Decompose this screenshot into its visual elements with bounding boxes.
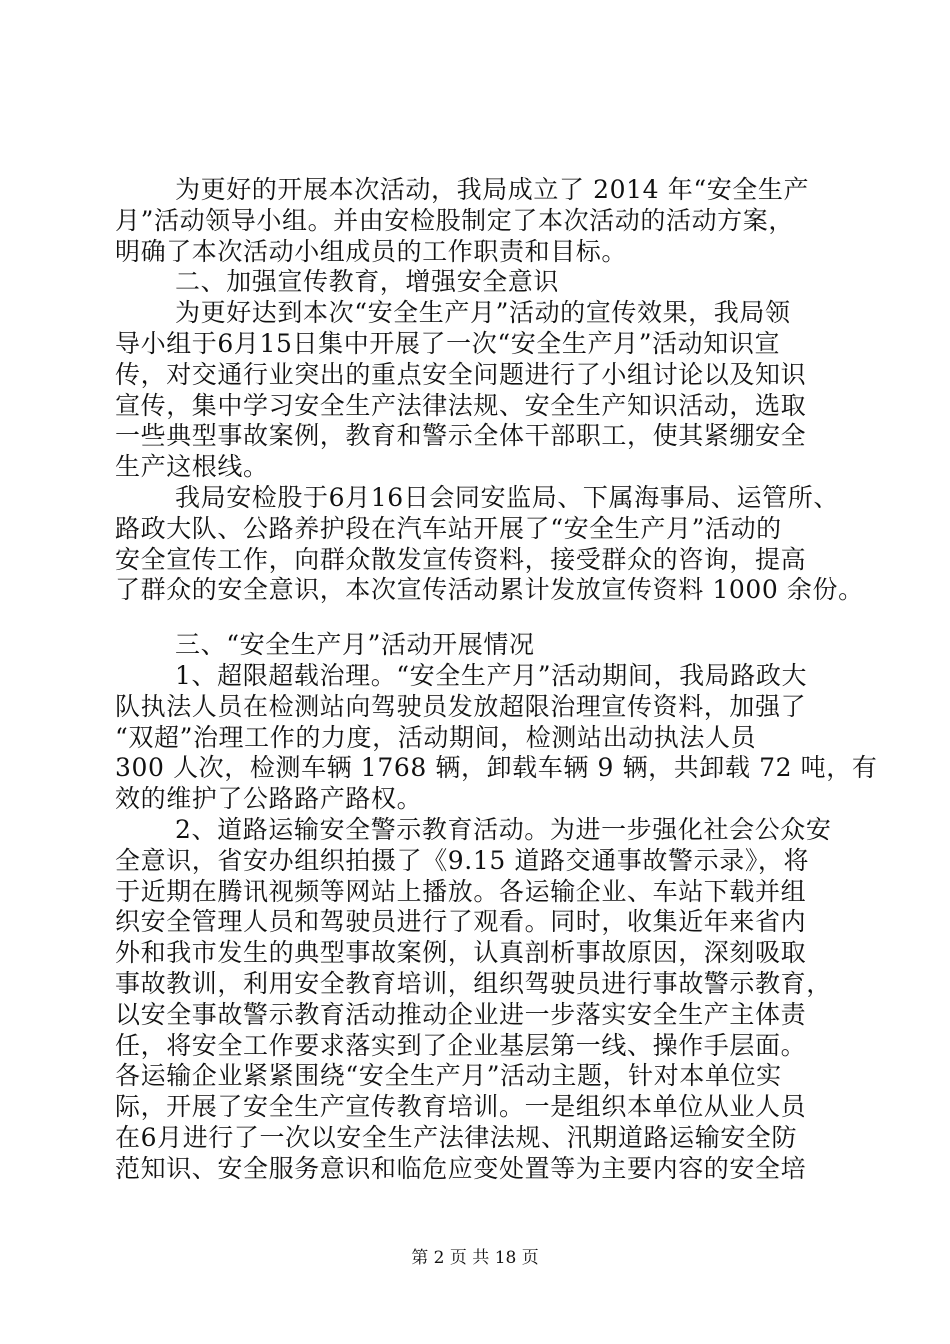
text-line: 织安全管理人员和驾驶员进行了观看。同时，收集近年来省内	[115, 907, 807, 937]
text-line: 1、超限超载治理。“安全生产月”活动期间，我局路政大	[175, 660, 808, 690]
text-line: 300 人次，检测车辆 1768 辆，卸载车辆 9 辆，共卸载 72 吨，有	[115, 753, 878, 783]
text-line: 为更好达到本次“安全生产月”活动的宣传效果，我局领	[175, 298, 791, 328]
text-line: 路政大队、公路养护段在汽车站开展了“安全生产月”活动的	[115, 513, 782, 543]
text-line: 事故教训，利用安全教育培训，组织驾驶员进行事故警示教育，	[115, 968, 832, 998]
paragraph-leadership-group	[115, 175, 835, 267]
text-line: 范知识、安全服务意识和临危应变处置等为主要内容的安全培	[115, 1153, 807, 1183]
text-line: 生产这根线。	[115, 452, 269, 482]
text-line: 一些典型事故案例，教育和警示全体干部职工，使其紧绷安全	[115, 421, 807, 451]
text-line: 月”活动领导小组。并由安检股制定了本次活动的活动方案，	[115, 205, 794, 235]
text-line: 为更好的开展本次活动，我局成立了 2014 年“安全生产	[175, 175, 810, 204]
text-line: 宣传，集中学习安全生产法律法规、安全生产知识活动，选取	[115, 390, 807, 420]
page-number-footer: 第 2 页 共 18 页	[411, 1248, 539, 1268]
text-line: 效的维护了公路路产路权。	[115, 784, 423, 814]
text-line: 安全宣传工作，向群众散发宣传资料，接受群众的咨询，提高	[115, 544, 807, 574]
text-line: 导小组于6月15日集中开展了一次“安全生产月”活动知识宣	[115, 328, 781, 358]
text-line: 了群众的安全意识，本次宣传活动累计发放宣传资料 1000 余份。	[115, 575, 864, 605]
text-line: 际，开展了安全生产宣传教育培训。一是组织本单位从业人员	[115, 1092, 807, 1122]
text-line: 全意识，省安办组织拍摄了《9.15 道路交通事故警示录》，将	[115, 845, 810, 875]
document-body	[115, 175, 878, 1185]
paragraph-road-safety-warning	[115, 815, 835, 1185]
text-line: 我局安检股于6月16日会同安监局、下属海事局、运管所、	[175, 482, 839, 512]
text-line: 于近期在腾讯视频等网站上播放。各运输企业、车站下载并组	[115, 876, 807, 906]
paragraph-gap	[115, 606, 835, 630]
paragraph-publicity-effect	[115, 298, 835, 483]
text-line: 以安全事故警示教育活动推动企业进一步落实安全生产主体责	[115, 999, 807, 1029]
text-line: 2、道路运输安全警示教育活动。为进一步强化社会公众安	[175, 814, 832, 844]
text-line: 各运输企业紧紧围绕“安全生产月”活动主题，针对本单位实	[115, 1061, 782, 1091]
paragraph-overload-control	[115, 660, 878, 815]
text-line: “双超”治理工作的力度，活动期间，检测站出动执法人员	[115, 722, 757, 752]
section-heading-2	[115, 267, 835, 298]
text-line: 传，对交通行业突出的重点安全问题进行了小组讨论以及知识	[115, 359, 807, 389]
text-line: 外和我市发生的典型事故案例，认真剖析事故原因，深刻吸取	[115, 938, 807, 968]
section-heading: 二、加强宣传教育，增强安全意识	[175, 267, 560, 297]
section-heading: 三、“安全生产月”活动开展情况	[175, 630, 535, 660]
text-line: 明确了本次活动小组成员的工作职责和目标。	[115, 236, 628, 266]
text-line: 在6月进行了一次以安全生产法律法规、汛期道路运输安全防	[115, 1122, 798, 1152]
section-heading-3	[115, 630, 835, 661]
text-line: 队执法人员在检测站向驾驶员发放超限治理宣传资料，加强了	[115, 691, 807, 721]
text-line: 任，将安全工作要求落实到了企业基层第一线、操作手层面。	[115, 1030, 807, 1060]
paragraph-safety-inspection	[115, 482, 864, 606]
